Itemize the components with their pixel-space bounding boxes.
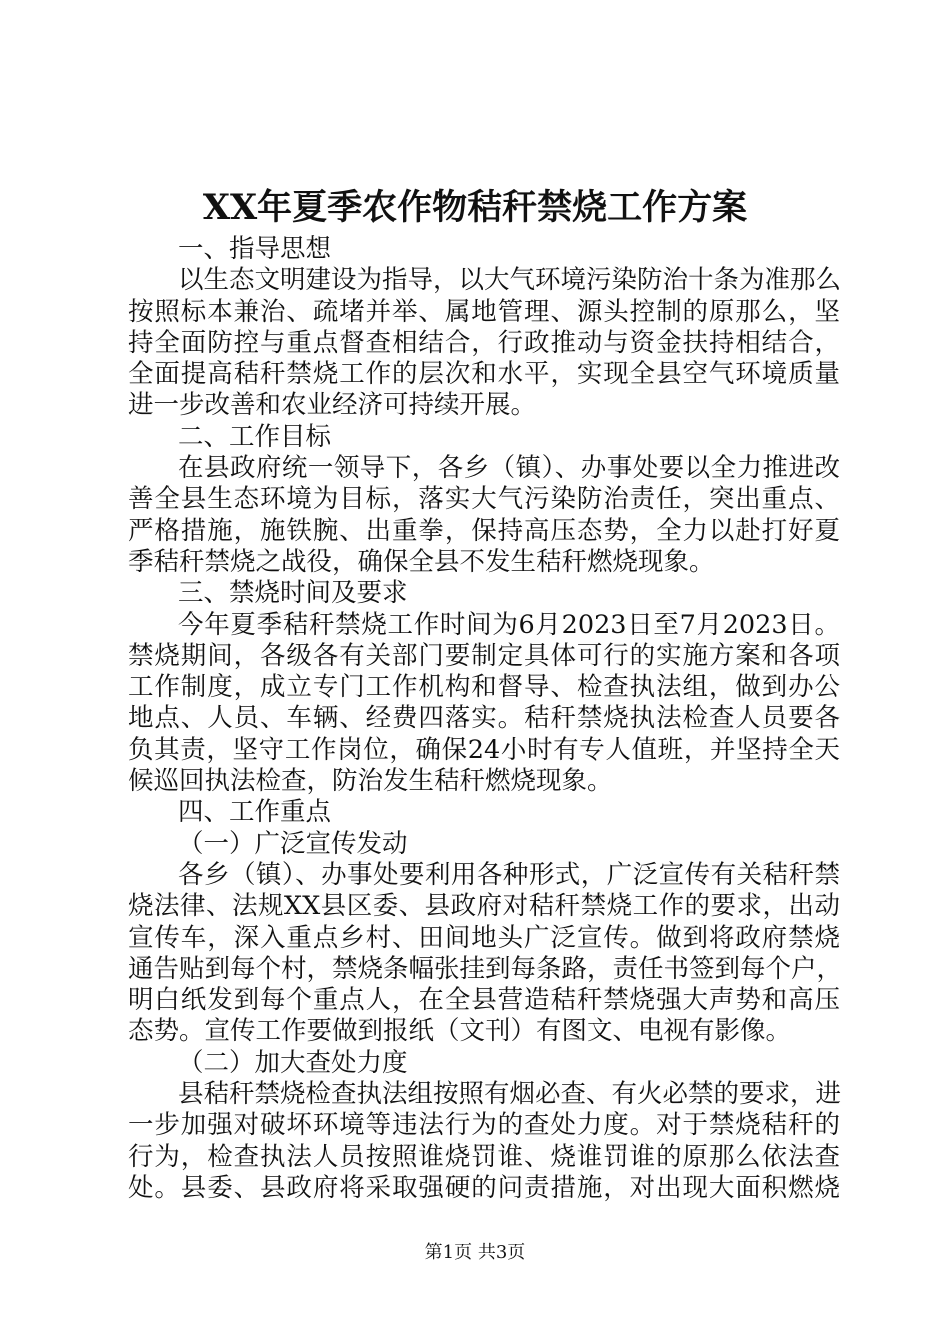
paragraph-line: 各乡（镇）、办事处要利用各种形式，广泛宣传有关秸秆禁: [178, 859, 840, 890]
paragraph-line: 在县政府统一领导下，各乡（镇）、办事处要以全力推进改: [178, 453, 840, 484]
paragraph-line: 明白纸发到每个重点人，在全县营造秸秆禁烧强大声势和高压: [128, 985, 840, 1016]
paragraph-line: 行为，检查执法人员按照谁烧罚谁、烧谁罚谁的原那么依法查: [128, 1141, 840, 1172]
paragraph-line: 进一步改善和农业经济可持续开展。: [128, 390, 537, 421]
section-heading: 二、工作目标: [178, 421, 332, 452]
section-heading: 三、禁烧时间及要求: [178, 578, 408, 609]
paragraph-line: 负其责，坚守工作岗位，确保24小时有专人值班，并坚持全天: [128, 734, 840, 765]
paragraph-line: 工作制度，成立专门工作机构和督导、检查执法组，做到办公: [128, 672, 840, 703]
paragraph-line: 持全面防控与重点督查相结合，行政推动与资金扶持相结合，: [128, 327, 840, 358]
paragraph-line: 今年夏季秸秆禁烧工作时间为6月2023日至7月2023日。: [178, 609, 840, 640]
paragraph-line: 烧法律、法规XX县区委、县政府对秸秆禁烧工作的要求，出动: [128, 891, 840, 922]
paragraph-line: 通告贴到每个村，禁烧条幅张挂到每条路，责任书签到每个户，: [128, 953, 843, 984]
paragraph-line: 全面提高秸秆禁烧工作的层次和水平，实现全县空气环境质量: [128, 359, 840, 390]
paragraph-line: 以生态文明建设为指导，以大气环境污染防治十条为准那么: [178, 265, 842, 296]
paragraph-line: 一步加强对破坏环境等违法行为的查处力度。对于禁烧秸秆的: [128, 1110, 840, 1141]
section-heading: 一、指导思想: [178, 234, 332, 264]
paragraph-line: 禁烧期间，各级各有关部门要制定具体可行的实施方案和各项: [128, 640, 840, 671]
paragraph-line: 地点、人员、车辆、经费四落实。秸秆禁烧执法检查人员要各: [128, 703, 840, 734]
paragraph-line: 宣传车，深入重点乡村、田间地头广泛宣传。做到将政府禁烧: [128, 922, 840, 953]
section-heading: （一）广泛宣传发动: [178, 828, 408, 859]
paragraph-line: 按照标本兼治、疏堵并举、属地管理、源头控制的原那么，坚: [128, 296, 840, 327]
paragraph-line: 县秸秆禁烧检查执法组按照有烟必查、有火必禁的要求，进: [178, 1079, 842, 1110]
paragraph-line: 善全县生态环境为目标，落实大气污染防治责任，突出重点、: [128, 484, 840, 515]
document-title: XX年夏季农作物秸秆禁烧工作方案: [202, 187, 748, 228]
paragraph-line: 严格措施，施铁腕、出重拳，保持高压态势，全力以赴打好夏: [128, 515, 840, 546]
paragraph-line: 候巡回执法检查，防治发生秸秆燃烧现象。: [128, 766, 613, 797]
section-heading: （二）加大查处力度: [178, 1047, 408, 1078]
paragraph-line: 处。县委、县政府将采取强硬的问责措施，对出现大面积燃烧: [128, 1172, 840, 1203]
document-body: [128, 234, 843, 1204]
page-footer: 第1页 共3页: [424, 1242, 526, 1263]
paragraph-line: 态势。宣传工作要做到报纸（文刊）有图文、电视有影像。: [128, 1016, 792, 1047]
paragraph-line: 季秸秆禁烧之战役，确保全县不发生秸秆燃烧现象。: [128, 546, 715, 577]
section-heading: 四、工作重点: [178, 797, 332, 828]
